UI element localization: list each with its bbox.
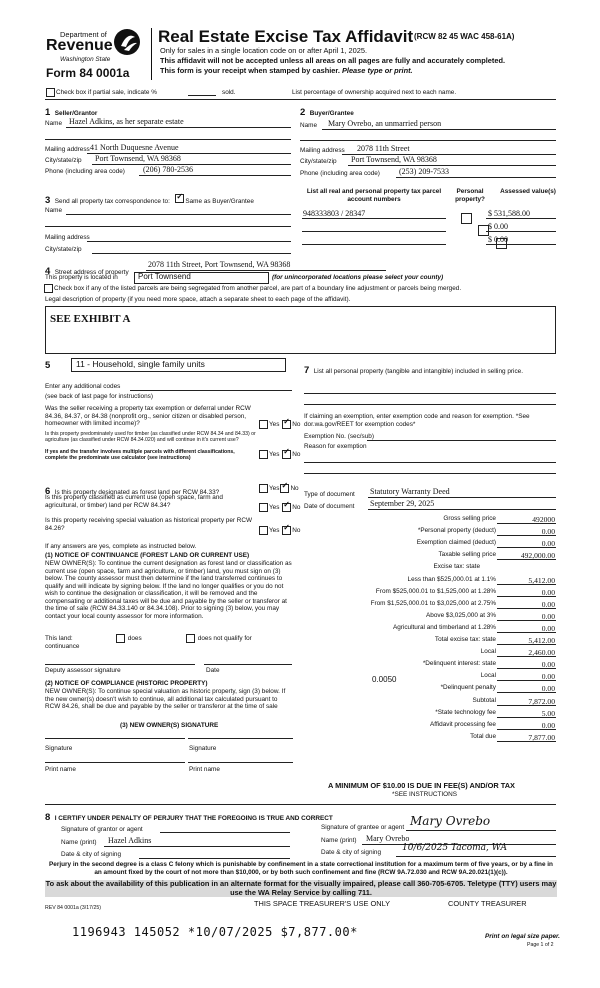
codes-note: (see back of last page for instructions) (45, 393, 153, 400)
seller-name: Hazel Adkins, as her separate estate (69, 117, 184, 126)
correspondence-heading: 3 Send all property tax correspondence to: ✓ Same as Buyer/Grantee (45, 190, 254, 208)
grantee-signature: Mary Ovrebo (410, 814, 491, 828)
buyer-name-label: Name (300, 122, 318, 129)
calc-value: 492000 (532, 515, 555, 524)
personal-property-field-1[interactable] (304, 393, 556, 394)
doc-date-field[interactable] (368, 509, 556, 510)
calc-label: *Delinquent penalty (440, 684, 496, 692)
grantor-date-label: Date & city of signing (61, 851, 122, 858)
historic-no-checkbox[interactable] (282, 526, 291, 535)
additional-codes-field[interactable] (130, 390, 292, 391)
current-use-no-checkbox[interactable] (282, 503, 291, 512)
treasurer-use: THIS SPACE TREASURER'S USE ONLY (254, 899, 391, 908)
parcel-field-2[interactable] (302, 231, 446, 232)
timber-answer: Yes ✓ No (258, 450, 300, 459)
form-number: Form 84 0001a (46, 66, 130, 80)
calc-value: 0.00 (541, 684, 555, 694)
historic-question: Is this property receiving special valuation as historical property per RCW 84.26? (45, 517, 253, 532)
personal-col-header: Personal property? (455, 188, 485, 203)
calc-label: From $525,000.01 to $1,525,000 at 1.28% (375, 587, 496, 595)
corr-mailing-field[interactable] (87, 241, 291, 242)
segregation-checkbox[interactable] (44, 284, 53, 293)
current-use-yes-checkbox[interactable] (259, 503, 268, 512)
calc-value: 492,000.00 (520, 551, 555, 561)
seller-mailing: 41 North Duquesne Avenue (90, 143, 179, 152)
calc-label: *State technology fee (435, 708, 496, 716)
corr-city-label: City/state/zip (45, 246, 82, 253)
minimum-note: A MINIMUM OF $10.00 IS DUE IN FEE(S) AND/OR TAX (328, 781, 515, 790)
dor-logo-icon (113, 28, 141, 56)
parcel-field-1[interactable] (302, 218, 446, 219)
forest-answer: Yes✓ No (258, 484, 299, 493)
buyer-name-line2[interactable] (300, 140, 556, 141)
assessed-col-header: Assessed value(s) (500, 188, 556, 195)
exemption-no-checkbox[interactable] (282, 420, 291, 429)
calc-value: 2,460.00 (528, 648, 555, 658)
current-use-answer: Yes ✓ No (258, 503, 300, 512)
grantor-name-field[interactable] (104, 846, 290, 847)
calc-value: 5.00 (541, 708, 555, 718)
partial-percent-field[interactable] (188, 95, 216, 96)
partial-sale-checkbox[interactable] (46, 88, 55, 97)
calc-label: Local (480, 672, 496, 680)
location-value: Port Townsend (138, 272, 191, 281)
buyer-city-field[interactable] (348, 165, 556, 166)
seller-city: Port Townsend, WA 98368 (95, 154, 181, 163)
deputy-label: Deputy assessor signature (45, 667, 121, 674)
exemption-answer: Yes ✓ No (258, 420, 300, 429)
grantee-signature-label: Signature of grantee or agent (321, 824, 405, 831)
exemption-question: Was the seller receiving a property tax exemption or deferral under RCW 84.36, 84.37, or 84.38 (nonprofit org., senior citizen or disabled person, homeowner with limited income)? (45, 405, 251, 427)
calc-value: 0.00 (541, 660, 555, 670)
land-use-code: 11 - Household, single family units (76, 359, 205, 369)
print-name-label-2: Print name (189, 766, 220, 773)
calc-value: 0.00 (541, 599, 555, 609)
buyer-mailing: 2078 11th Street (357, 144, 410, 153)
local-rate: 0.0050 (372, 675, 397, 684)
legal-paper-note: Print on legal size paper. (485, 933, 560, 940)
does-not-checkbox[interactable] (186, 634, 195, 643)
corr-mailing-label: Mailing address (45, 234, 90, 241)
calc-value: 0.00 (541, 623, 555, 633)
street-address: 2078 11th Street, Port Townsend, WA 98368 (148, 260, 291, 269)
calc-label: Local (480, 648, 496, 656)
seller-phone-field[interactable] (139, 175, 291, 176)
header-note-3: This form is your receipt when stamped by cashier. Please type or print. (160, 66, 413, 75)
assessed-field-1[interactable] (486, 218, 556, 219)
calc-value: 0.00 (541, 527, 555, 537)
calc-label: Taxable selling price (438, 551, 496, 559)
deputy-signature-field[interactable] (45, 664, 195, 665)
seller-city-label: City/state/zip (45, 157, 82, 164)
calc-value: 0.00 (541, 672, 555, 682)
deputy-date-label: Date (206, 667, 220, 674)
partial-sale-row: Check box if partial sale, indicate % (45, 88, 157, 97)
located-label: This property is located in (45, 274, 118, 281)
forest-question: 6 Is this property designated as forest land per RCW 84.33? (45, 486, 220, 497)
reason-field-1[interactable] (304, 462, 556, 463)
forest-yes-checkbox[interactable] (259, 484, 268, 493)
grantor-signature-field[interactable] (160, 832, 290, 833)
county-treasurer: COUNTY TREASURER (448, 899, 527, 908)
personal-property-field-2[interactable] (304, 404, 556, 405)
historic-yes-checkbox[interactable] (259, 526, 268, 535)
does-not-option: does not qualify for (185, 634, 252, 643)
see-instructions: *SEE INSTRUCTIONS (392, 791, 457, 798)
buyer-mailing-label: Mailing address (300, 147, 345, 154)
buyer-phone-field[interactable] (396, 177, 556, 178)
street-address-label: 4 Street address of property (45, 266, 129, 277)
exemption-claim-note: If claiming an exemption, enter exemption code and reason for exemption. *See dor.wa.gov/REET for exemption codes* (304, 413, 530, 428)
doc-date: September 29, 2025 (370, 499, 435, 508)
calc-label: *Personal property (deduct) (417, 527, 496, 535)
grantee-date-field[interactable] (396, 856, 556, 857)
calc-label: Total excise tax: state (434, 636, 496, 643)
divider (45, 99, 556, 100)
doc-date-label: Date of document (304, 503, 355, 510)
page-number: Page 1 of 2 (527, 942, 554, 948)
grantor-signature-label: Signature of grantor or agent (61, 826, 143, 833)
owner-signature-2[interactable] (188, 738, 293, 739)
calc-value: 5,412.00 (528, 575, 555, 585)
header-divider (151, 28, 152, 80)
grantor-name: Hazel Adkins (108, 836, 152, 845)
calc-value: 7,877.00 (528, 732, 555, 742)
additional-codes-label: Enter any additional codes (45, 383, 121, 390)
print-name-label-1: Print name (45, 766, 76, 773)
calc-label: Above $3,025,000 at 3% (426, 611, 496, 619)
alt-format-note: To ask about the availability of this publication in an alternate format for the visually impaired, please call 360-705-6705. Teletype (TTY) users may use the WA Relay Service by calling 711. (45, 879, 557, 897)
calc-label: Excise tax: state (433, 563, 480, 571)
grantee-date: 10/6/2025 Tacoma, WA (402, 843, 508, 853)
doc-type-field[interactable] (368, 497, 556, 498)
state-label: Washington State (60, 56, 111, 63)
calc-label: Subtotal (472, 696, 496, 704)
calc-label: Exemption claimed (deduct) (416, 539, 496, 547)
doc-type-label: Type of document (304, 491, 355, 498)
owner-print-2[interactable] (188, 762, 293, 763)
does-option: does (115, 634, 142, 643)
owner-print-1[interactable] (45, 762, 185, 763)
assessed-value-3: $ 0.00 (488, 235, 508, 244)
exemption-no-field[interactable] (367, 440, 556, 441)
exemption-yes-checkbox[interactable] (259, 420, 268, 429)
seller-mailing-label: Mailing address (45, 146, 90, 153)
buyer-name-field[interactable] (322, 129, 556, 130)
seller-phone: (206) 780-2536 (143, 165, 193, 174)
seller-name-field[interactable] (66, 127, 291, 128)
grantee-signature-field[interactable] (406, 830, 556, 831)
parcel-number-1: 948333803 / 28347 (303, 209, 366, 218)
form-statute: (RCW 82 45 WAC 458-61A) (414, 32, 515, 41)
assessed-value-1: $ 531,588.00 (488, 209, 530, 218)
corr-name-label: Name (45, 207, 63, 214)
dept-name: Revenue (46, 37, 113, 54)
buyer-name: Mary Ovrebo, an unmarried person (328, 119, 442, 128)
owner-signature-1[interactable] (45, 738, 185, 739)
calc-label: Gross selling price (443, 515, 496, 522)
seller-name-label: Name (45, 120, 63, 127)
buyer-phone: (253) 209-7533 (399, 167, 449, 176)
calc-label: *Delinquent interest: state (422, 660, 496, 668)
if-yes-note: If any answers are yes, complete as instructed below. (45, 543, 197, 550)
ownership-note: List percentage of ownership acquired next to each name. (292, 89, 457, 96)
calc-label: From $1,525,000.01 to $3,025,000 at 2.75% (370, 599, 496, 607)
timber-note: If yes and the transfer involves multiple parcels with different classifications, complete the predominate use calculator (see instructions) (45, 449, 235, 461)
seller-phone-label: Phone (including area code) (45, 168, 125, 175)
calc-value: 5,412.00 (528, 636, 555, 645)
notice-1-heading: (1) NOTICE OF CONTINUANCE (FOREST LAND OR CURRENT USE) (45, 552, 250, 559)
reason-field-2[interactable] (304, 473, 556, 474)
current-use-question: Is this property classified as current use (open space, farm and agricultural, or timber) land per RCW 84.34? (45, 494, 223, 509)
divider (45, 804, 556, 805)
grantor-date-field[interactable] (139, 858, 290, 859)
buyer-phone-label: Phone (including area code) (300, 170, 380, 177)
this-land-label: This land: (45, 635, 73, 642)
assessed-field-3[interactable] (486, 244, 556, 245)
legal-desc-label: Legal description of property (if you need more space, attach a separate sheet to each page of the affidavit). (45, 296, 351, 303)
corr-name-line2[interactable] (45, 226, 291, 227)
legal-description: SEE EXHIBIT A (50, 313, 131, 325)
dept-line: Department of (60, 30, 107, 39)
header-note-2: This affidavit will not be accepted unless all areas on all pages are fully and accurately completed. (160, 56, 506, 65)
calc-label: Total due (470, 732, 496, 740)
timber-yes-checkbox[interactable] (259, 450, 268, 459)
calc-value: 7,872.00 (528, 696, 555, 706)
grantee-name-label: Name (print) (321, 837, 357, 844)
street-address-field[interactable] (146, 270, 386, 271)
notice-3-heading: (3) NEW OWNER(S) SIGNATURE (120, 722, 219, 729)
partial-sold-label: sold. (222, 89, 236, 96)
buyer-city-label: City/state/zip (300, 158, 337, 165)
doc-type: Statutory Warranty Deed (370, 487, 450, 496)
calc-label: Agricultural and timberland at 1.28% (392, 623, 496, 631)
calc-label: Less than $525,000.01 at 1.1% (407, 575, 496, 583)
calc-value: 0.00 (541, 720, 555, 730)
seller-name-line2[interactable] (45, 139, 291, 140)
personal-checkbox-1[interactable] (461, 213, 472, 224)
segregation-row: Check box if any of the listed parcels are being segregated from another parcel, are part of a boundary line adjustment or parcels being merged. (43, 284, 461, 293)
notice-1-body: NEW OWNER(S): To continue the current designation as forest land or classification as current use (open space, farm and agriculture, or timber) land, you must sign on (3) below. The county assessor must then determine if the land transferred continues to qualify and will indicate by signing below. If the land no longer qualifies or you do not wish to continue the designation or classification, it will be removed and the compensating or additional taxes will be due and payable by the seller or transferor at the time of sale (RCW 84.33.140 or 84.34.108). Prior to signing (3) below, you may contact your local county assessor for more information. (45, 560, 292, 620)
calc-value: 0.00 (541, 587, 555, 597)
signature-label-1: Signature (45, 745, 73, 752)
rev-number: REV 84 0001a (3/17/25) (45, 905, 101, 911)
same-as-buyer-checkbox[interactable] (175, 194, 184, 203)
corr-city-field[interactable] (92, 253, 291, 254)
parcel-col-header: List all real and personal property tax parcel account numbers (306, 188, 442, 203)
calc-value: 0.00 (541, 611, 555, 621)
assessed-field-2[interactable] (486, 231, 556, 232)
historic-answer: Yes ✓ No (258, 526, 300, 535)
located-note: (for unincorporated locations please select your county) (272, 274, 444, 281)
grantor-name-label: Name (print) (61, 839, 97, 846)
forest-no-checkbox[interactable] (280, 484, 289, 493)
notice-2-body: NEW OWNER(S): To continue special valuation as historic property, sign (3) below. If the new owner(s) doesn't wish to continue, all additional tax calculated pursuant to RCW 84.26, shall be due and payable by the seller or transferor at the time of sale (45, 688, 286, 710)
parcel-field-3[interactable] (302, 244, 446, 245)
reason-label: Reason for exemption (304, 443, 367, 450)
buyer-city: Port Townsend, WA 98368 (351, 155, 437, 164)
timber-no-checkbox[interactable] (282, 450, 291, 459)
timber-question: Is this property predominately used for timber (as classified under RCW 84.34 and 84.33) or agriculture (as classified under RCW 84.34.020) and will continue in it's current use? (45, 431, 256, 443)
certify-heading: 8 I CERTIFY UNDER PENALTY OF PERJURY THAT THE FOREGOING IS TRUE AND CORRECT (45, 812, 333, 823)
cashier-stamp: 1196943 145052 *10/07/2025 $7,877.00* (72, 925, 358, 939)
form-title: Real Estate Excise Tax Affidavit (158, 27, 414, 46)
exemption-no-label: Exemption No. (sec/sub) (304, 433, 374, 440)
continuance-label: continuance (45, 643, 80, 650)
personal-property-label: 7 List all personal property (tangible and intangible) included in selling price. (304, 365, 523, 376)
notice-2-heading: (2) NOTICE OF COMPLIANCE (HISTORIC PROPERTY) (45, 680, 208, 687)
assessed-value-2: $ 0.00 (488, 222, 508, 231)
does-checkbox[interactable] (116, 634, 125, 643)
section-5-number: 5 (45, 360, 51, 371)
header-note-1: Only for sales in a single location code on or after April 1, 2025. (160, 46, 368, 55)
grantee-date-label: Date & city of signing (321, 849, 382, 856)
deputy-date-field[interactable] (204, 664, 292, 665)
grantee-name: Mary Ovrebo (366, 834, 410, 843)
signature-label-2: Signature (189, 745, 217, 752)
corr-name-field[interactable] (66, 214, 291, 215)
seller-heading: 1 Seller/Grantor (45, 107, 98, 118)
buyer-heading: 2 Buyer/Grantee (300, 107, 354, 118)
perjury-note: Perjury in the second degree is a class C felony which is punishable by confinement in a state correctional institution for a maximum term of five years, or by a fine in an amount fixed by the court of not more than $10,000, or by both such confinement and fine (RCW 9A.72.030 and RCW 9A.20.021(1)(c)). (49, 861, 553, 876)
calc-label: Affidavit processing fee (430, 720, 496, 728)
calc-value: 0.00 (541, 539, 555, 549)
